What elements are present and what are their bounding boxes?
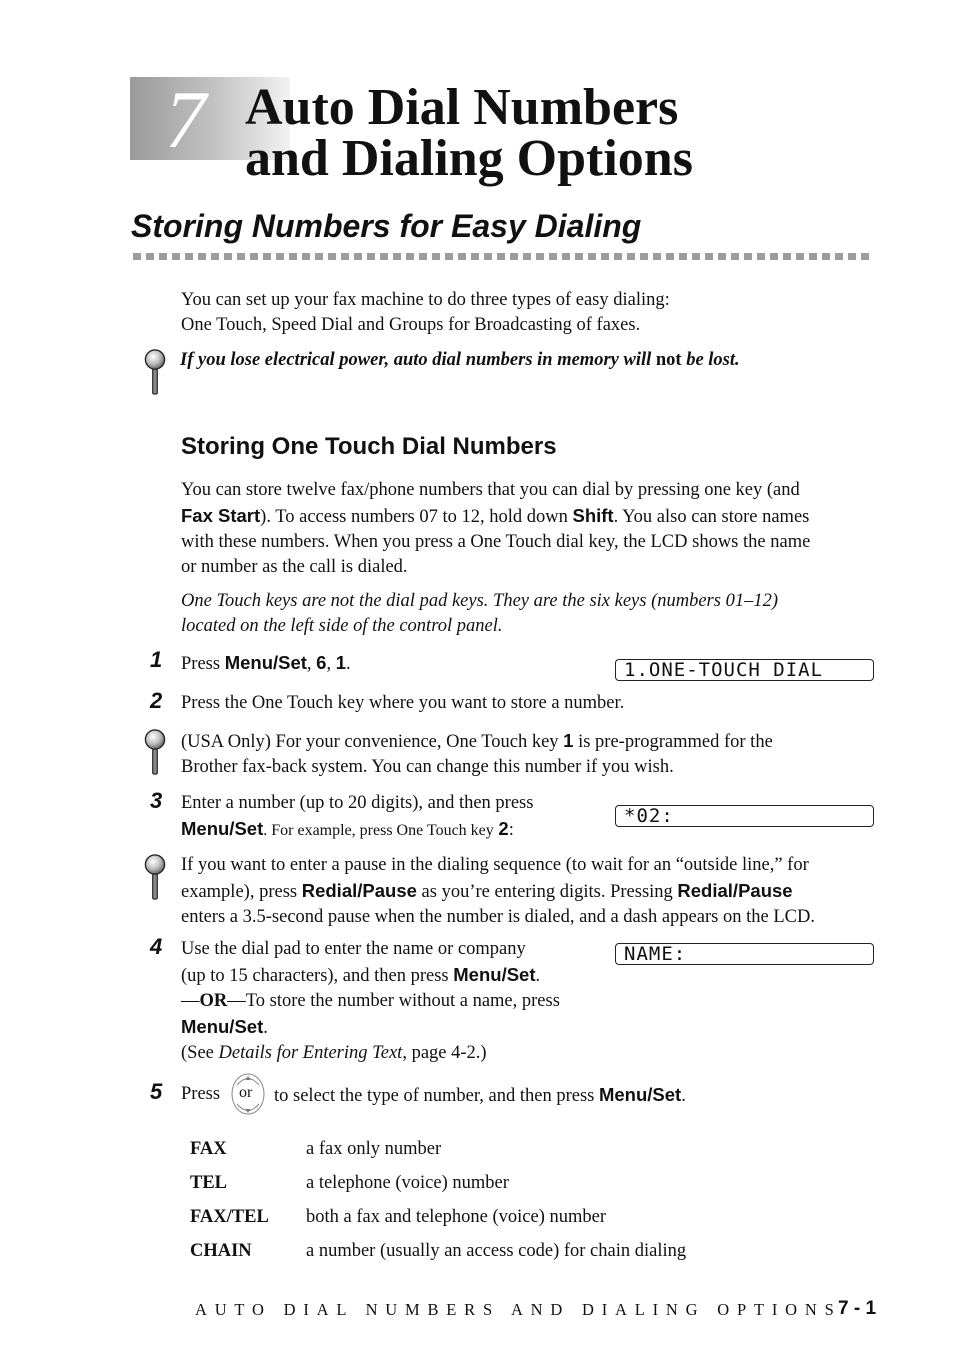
s4-line2a: (up to 15 characters), and then press (181, 966, 449, 986)
note2-a: (USA Only) For your convenience, One Touch key (181, 732, 559, 752)
note3-b: as you’re entering digits. Pressing (421, 882, 673, 902)
type-code: FAX/TEL (190, 1207, 269, 1227)
chapter-title (245, 79, 693, 187)
cross-reference-link: Details for Entering Text (218, 1043, 403, 1063)
s3-end: : (508, 820, 514, 840)
s5-b: to select the type of number, and then press (274, 1086, 595, 1106)
note1-emph: not (655, 350, 682, 370)
type-description: both a fax and telephone (voice) number (306, 1207, 606, 1227)
step-5-number: 5 (150, 1079, 163, 1104)
step-3-number: 3 (150, 788, 163, 813)
s4-line4 (181, 1014, 560, 1041)
key-6: 6 (316, 652, 327, 673)
chapter-title-line1: Auto Dial Numbers (245, 79, 679, 136)
step-5-press: Press (181, 1084, 221, 1104)
section-title: Storing Numbers for Easy Dialing (131, 208, 642, 244)
p1-line3: with these numbers. When you press a One Touch dial key, the LCD shows the name (181, 532, 811, 552)
type-code: FAX (190, 1139, 227, 1159)
step-1-number: 1 (150, 647, 163, 672)
type-description: a fax only number (306, 1139, 442, 1159)
subsection-title: Storing One Touch Dial Numbers (181, 433, 557, 460)
s3-line2 (181, 816, 533, 843)
step-4-text (181, 937, 560, 1066)
key-1: 1 (335, 652, 347, 673)
key-menu-set: Menu/Set (598, 1084, 682, 1105)
p1-line4: or number as the call is dialed. (181, 557, 408, 577)
s3-small: . For example, press One Touch key (263, 822, 494, 839)
key-redial-pause: Redial/Pause (677, 880, 793, 901)
s4-see-reference (181, 1041, 560, 1066)
s1-sep2: , (326, 654, 336, 674)
lcd-display-step4: NAME: (615, 943, 874, 965)
s4-see-a: (See (181, 1043, 219, 1063)
type-code: CHAIN (190, 1241, 252, 1261)
step-2-text: Press the One Touch key where you want to store a number. (181, 693, 625, 713)
note-power-loss (180, 348, 740, 373)
or-label: or (239, 1084, 253, 1101)
s4-or-dash: — (181, 991, 200, 1011)
p1-text-c: . You also can store names (613, 507, 810, 527)
subsection-paragraph (181, 478, 881, 580)
s1-a: Press (181, 654, 225, 674)
key-2: 2 (498, 818, 509, 839)
key-fax-start: Fax Start (181, 505, 261, 526)
p1-text-b: ). To access numbers 07 to 12, hold down (260, 507, 568, 527)
key-shift: Shift (572, 505, 614, 526)
type-description: a telephone (voice) number (306, 1173, 509, 1193)
note-usa-only (181, 728, 773, 780)
note2-line1 (181, 728, 773, 755)
s4-line1: Use the dial pad to enter the name or company (181, 939, 526, 959)
intro-paragraph (181, 288, 670, 338)
note3-line3: enters a 3.5-second pause when the number is dialed, and a dash appears on the LCD. (181, 907, 815, 927)
type-code: TEL (190, 1173, 228, 1193)
s4-line3 (181, 989, 560, 1014)
lcd-display-step1: 1.ONE-TOUCH DIAL (615, 659, 874, 681)
key-menu-set: Menu/Set (181, 1016, 264, 1037)
section-divider (133, 253, 873, 260)
s4-or: OR (199, 991, 228, 1011)
note3-line1: If you want to enter a pause in the dialing sequence (to wait for an “outside line,” for (181, 855, 809, 875)
up-down-arrow-keys-icon (229, 1071, 269, 1119)
type-description: a number (usually an access code) for chain dialing (306, 1241, 687, 1261)
pushpin-note-icon (144, 728, 166, 776)
step-1-text (181, 650, 351, 677)
s4-line2 (181, 962, 560, 989)
note-pause (181, 853, 881, 930)
s1-end: . (346, 654, 351, 674)
page-number: 7 - 1 (838, 1298, 877, 1319)
chapter-title-line2: and Dialing Options (245, 130, 693, 187)
key-redial-pause: Redial/Pause (301, 880, 417, 901)
note1-part2: be lost. (686, 350, 740, 370)
intro-line1: You can set up your fax machine to do three types of easy dialing: (181, 290, 670, 310)
step-3-text (181, 791, 533, 843)
note1-part1: If you lose electrical power, auto dial numbers in memory will (180, 350, 652, 370)
key-1: 1 (563, 730, 574, 751)
pushpin-note-icon (144, 348, 166, 396)
note3-a: example), press (181, 882, 298, 902)
p2-line1: One Touch keys are not the dial pad keys. They are the six keys (numbers 01–12) (181, 591, 778, 611)
note2-b: is pre-programmed for the (578, 732, 773, 752)
note3-line2 (181, 878, 881, 905)
p1-line1: You can store twelve fax/phone numbers that you can dial by pressing one key (and (181, 480, 800, 500)
s4-line2end: . (535, 966, 541, 986)
key-menu-set: Menu/Set (181, 818, 264, 839)
note2-line2: Brother fax-back system. You can change this number if you wish. (181, 757, 674, 777)
intro-line2: One Touch, Speed Dial and Groups for Broadcasting of faxes. (181, 315, 641, 335)
s4-see-b: , page 4-2.) (402, 1043, 487, 1063)
s3-line1: Enter a number (up to 20 digits), and then press (181, 793, 534, 813)
s4-line4end: . (263, 1018, 268, 1038)
running-footer: AUTO DIAL NUMBERS AND DIALING OPTIONS (195, 1300, 842, 1319)
step-5-text (274, 1082, 686, 1109)
pushpin-note-icon (144, 853, 166, 901)
chapter-number: 7 (165, 74, 206, 165)
p2-line2: located on the left side of the control panel. (181, 616, 503, 636)
one-touch-note (181, 589, 778, 639)
s5-end: . (681, 1086, 686, 1106)
key-menu-set: Menu/Set (224, 652, 307, 673)
lcd-display-step3: *02: (615, 805, 874, 827)
s1-sep1: , (306, 654, 317, 674)
p1-line2 (181, 503, 881, 530)
step-2-number: 2 (150, 688, 163, 713)
key-menu-set: Menu/Set (453, 964, 536, 985)
s4-line3-text: —To store the number without a name, press (227, 991, 560, 1011)
step-4-number: 4 (150, 934, 163, 959)
